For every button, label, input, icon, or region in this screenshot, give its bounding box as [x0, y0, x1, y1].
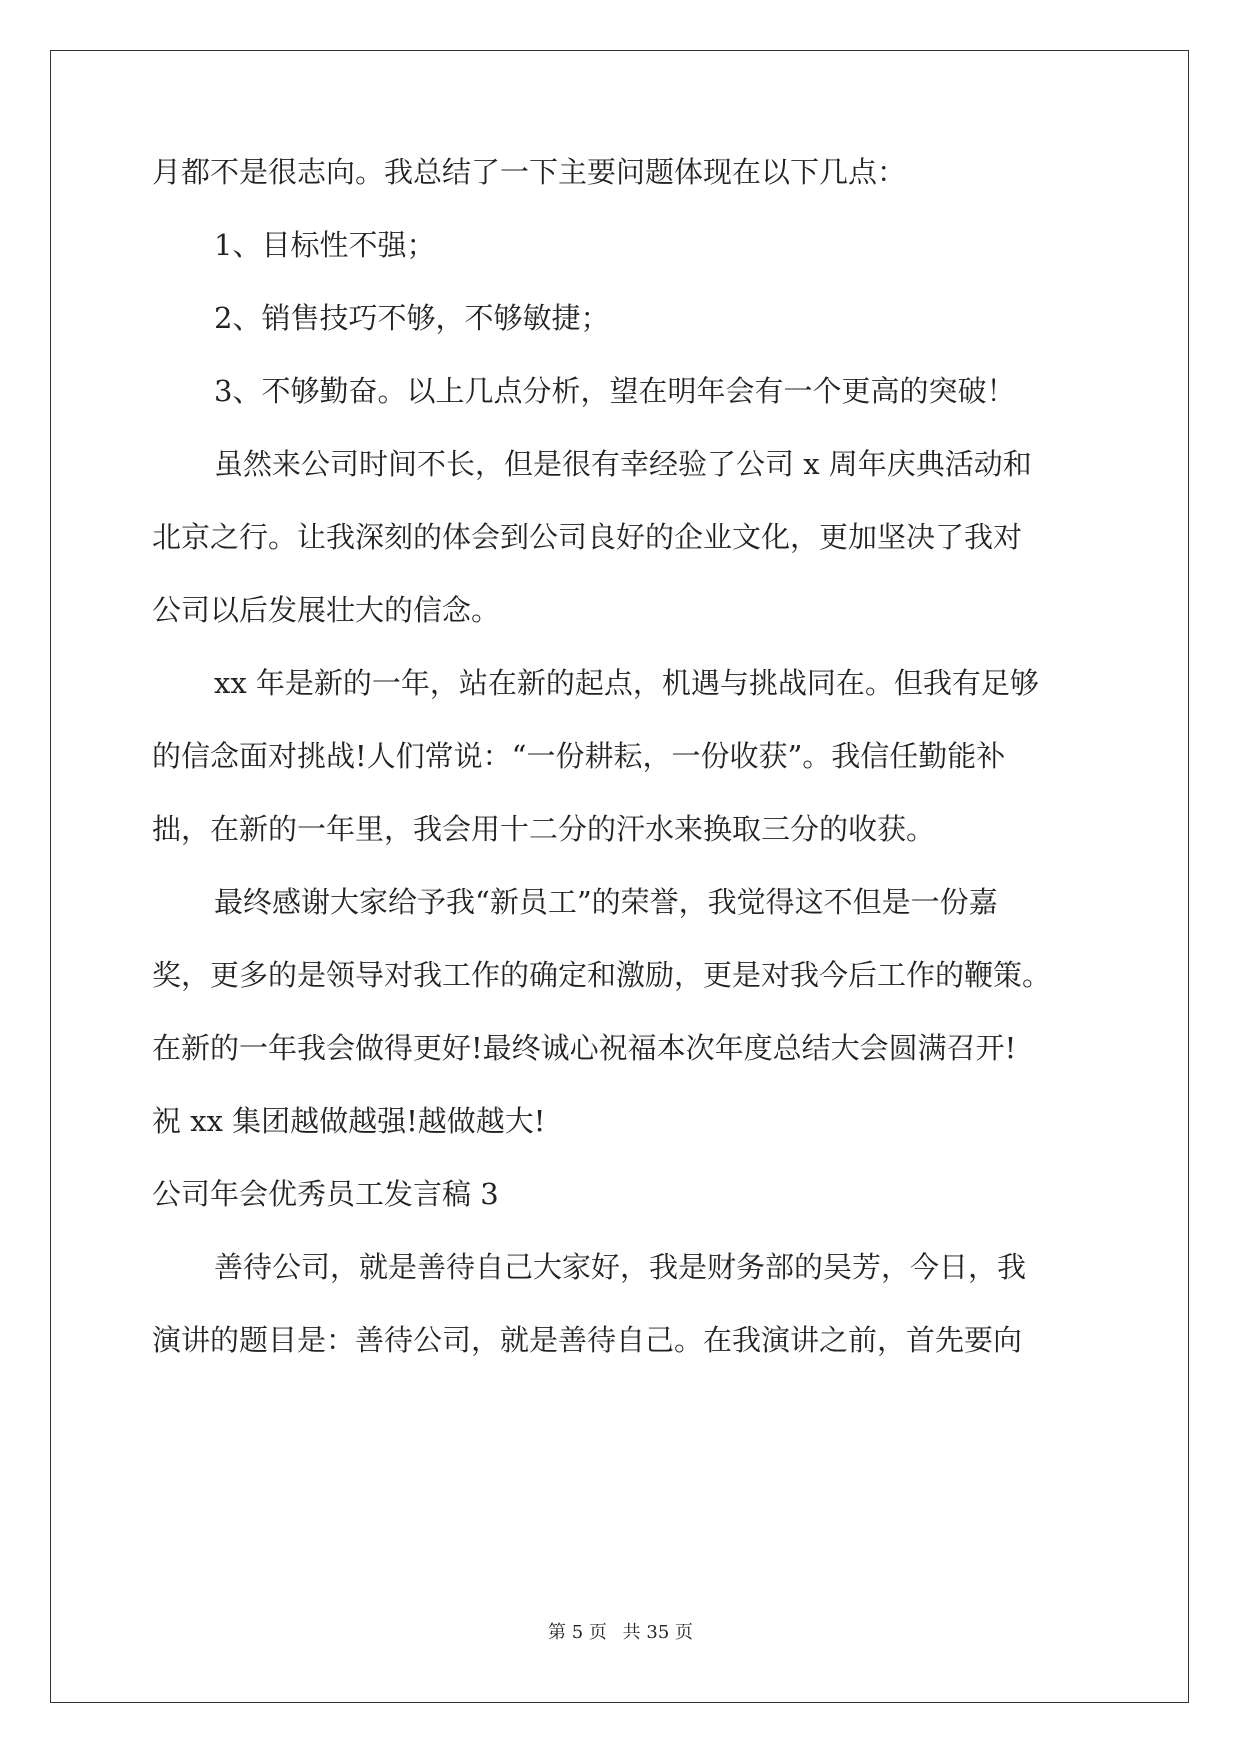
body-line: 月都不是很志向。我总结了一下主要问题体现在以下几点： — [152, 155, 907, 189]
paragraph-start: xx 年是新的一年，站在新的起点，机遇与挑战同在。但我有足够 — [214, 666, 1039, 700]
body-line: 在新的一年我会做得更好!最终诚心祝福本次年度总结大会圆满召开! — [152, 1031, 1017, 1065]
body-line: 演讲的题目是：善待公司，就是善待自己。在我演讲之前，首先要向 — [152, 1323, 1023, 1357]
body-line: 公司以后发展壮大的信念。 — [152, 593, 501, 627]
paragraph-start: 虽然来公司时间不长，但是很有幸经验了公司 x 周年庆典活动和 — [214, 447, 1032, 481]
body-line: 祝 xx 集团越做越强!越做越大! — [152, 1104, 546, 1138]
body-line: 的信念面对挑战!人们常说：“一份耕耘，一份收获”。我信任勤能补 — [152, 739, 1006, 773]
list-item: 3、不够勤奋。以上几点分析，望在明年会有一个更高的突破！ — [214, 374, 1016, 408]
paragraph-start: 最终感谢大家给予我“新员工”的荣誉，我觉得这不但是一份嘉 — [214, 885, 998, 919]
body-line: 北京之行。让我深刻的体会到公司良好的企业文化，更加坚决了我对 — [152, 520, 1023, 554]
page-number: 第 5 页 — [548, 1622, 607, 1643]
section-heading: 公司年会优秀员工发言稿 3 — [152, 1177, 499, 1211]
page-footer — [0, 1618, 1241, 1644]
list-item: 1、目标性不强； — [214, 228, 436, 262]
paragraph-start: 善待公司，就是善待自己大家好，我是财务部的吴芳，今日，我 — [214, 1250, 1027, 1284]
body-line: 拙，在新的一年里，我会用十二分的汗水来换取三分的收获。 — [152, 812, 936, 846]
list-item: 2、销售技巧不够，不够敏捷； — [214, 301, 610, 335]
body-line: 奖，更多的是领导对我工作的确定和激励，更是对我今后工作的鞭策。 — [152, 958, 1052, 992]
page-total: 共 35 页 — [622, 1622, 693, 1643]
